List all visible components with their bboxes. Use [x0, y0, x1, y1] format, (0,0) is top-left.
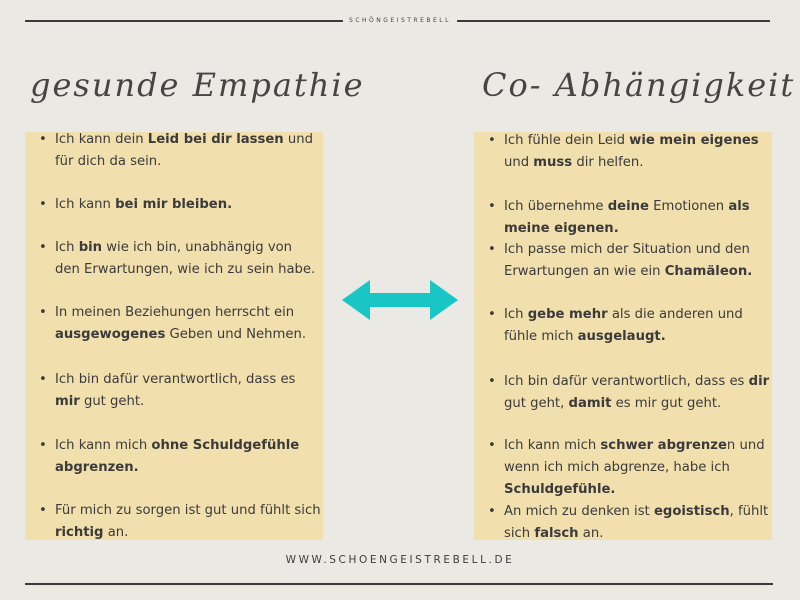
item-text: Ich fühle dein Leid [504, 133, 630, 148]
left-list-item [55, 237, 321, 281]
item-text: , fühlt sich [504, 504, 769, 540]
double-arrow-icon [340, 278, 460, 322]
item-text: wie ich bin, unabhängig von den Erwartungen, wie ich zu sein habe. [55, 240, 316, 277]
item-text: gut geht, [504, 396, 569, 411]
item-text: Ich übernehme [504, 199, 608, 214]
emphasis-text: mir [55, 394, 80, 409]
left-list-item [55, 132, 321, 173]
emphasis-text: gebe mehr [527, 307, 608, 322]
bottom-rule [25, 583, 773, 585]
footer-url: WWW.SCHOENGEISTREBELL.DE [285, 554, 515, 566]
double-arrow-shape [342, 280, 458, 320]
brand-header-text: SCHÖNGEISTREBELL [343, 17, 457, 24]
emphasis-text: bei mir bleiben. [115, 197, 233, 212]
emphasis-text: Schuldgefühle. [504, 482, 616, 497]
item-text: Ich passe mich der Situation und den Erwartungen an wie ein [504, 242, 750, 279]
emphasis-text: richtig [55, 525, 104, 540]
right-list-item [504, 132, 770, 174]
emphasis-text: Leid bei dir lassen [147, 132, 284, 147]
left-panel [25, 132, 323, 540]
right-list-item [504, 435, 770, 501]
emphasis-text: damit [568, 396, 612, 411]
item-text: An mich zu denken ist [504, 504, 654, 519]
item-text: und für dich da sein. [55, 132, 313, 169]
emphasis-text: egoistisch [653, 504, 730, 519]
right-panel [474, 132, 772, 540]
item-text: Ich [504, 307, 528, 322]
item-text: dir helfen. [572, 155, 644, 170]
right-list-item [504, 196, 770, 240]
item-text: In meinen Beziehungen herrscht ein [55, 305, 295, 320]
item-text: Geben und Nehmen. [165, 327, 307, 342]
item-text: Ich bin dafür verantwortlich, dass es [504, 374, 749, 389]
item-text: Ich [55, 240, 79, 255]
left-list-item [55, 194, 321, 216]
item-text: Ich kann [55, 197, 116, 212]
right-list-item [504, 239, 770, 283]
item-text: Ich kann mich [504, 438, 601, 453]
item-text: n und wenn ich mich abgrenze, habe ich [504, 438, 765, 475]
emphasis-text: ausgelaugt. [577, 329, 666, 344]
emphasis-text: deine [607, 199, 649, 214]
right-column-title: Co- Abhängigkeit [482, 66, 796, 104]
left-list-item [55, 369, 321, 413]
left-list-item [55, 302, 321, 346]
brand-header [0, 17, 800, 24]
item-text: an. [578, 526, 604, 540]
item-text: gut geht. [79, 394, 145, 409]
emphasis-text: wie mein eigenes [629, 133, 759, 148]
item-text: es mir gut geht. [611, 396, 722, 411]
item-text: als die anderen und fühle mich [504, 307, 743, 344]
right-list-item [504, 501, 770, 540]
emphasis-text: dir [748, 374, 770, 389]
right-list-item [504, 304, 770, 348]
emphasis-text: bin [78, 240, 103, 255]
emphasis-text: falsch [534, 526, 579, 540]
left-list-item [55, 435, 321, 479]
item-text: Emotionen [648, 199, 729, 214]
emphasis-text: Chamäleon. [664, 264, 753, 279]
left-column-title: gesunde Empathie [30, 66, 365, 104]
emphasis-text: ohne Schuldgefühle abgrenzen. [55, 438, 300, 475]
item-text: Ich kann mich [55, 438, 152, 453]
emphasis-text: schwer abgrenze [600, 438, 727, 453]
emphasis-text: als meine eigenen. [504, 199, 750, 236]
item-text: Ich kann dein [55, 132, 148, 147]
item-text: an. [103, 525, 129, 540]
item-text: Ich bin dafür verantwortlich, dass es [55, 372, 296, 387]
right-list-item [504, 371, 770, 415]
emphasis-text: muss [533, 155, 573, 170]
emphasis-text: ausgewogenes [55, 327, 166, 342]
left-list-item [55, 500, 321, 540]
item-text: und [504, 155, 534, 170]
item-text: Für mich zu sorgen ist gut und fühlt sich [55, 503, 321, 518]
